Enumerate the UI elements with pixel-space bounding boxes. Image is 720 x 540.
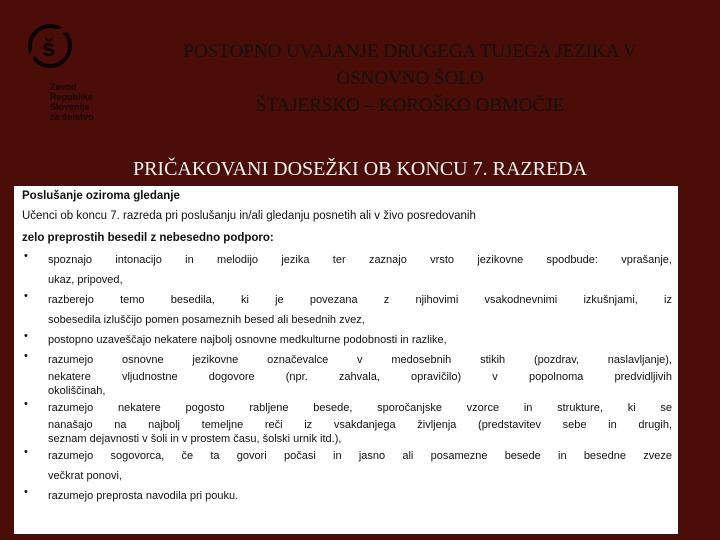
bullet-icon: • bbox=[24, 250, 28, 262]
list-item bbox=[14, 486, 678, 506]
bullet-icon: • bbox=[24, 486, 28, 498]
list-item-line: ukaz, pripoved, bbox=[48, 274, 123, 286]
list-item bbox=[14, 330, 678, 350]
bullet-icon: • bbox=[24, 398, 28, 410]
bullet-icon: • bbox=[24, 290, 28, 302]
institution-logo bbox=[22, 20, 112, 130]
title-line: OSNOVNO ŠOLO bbox=[336, 68, 484, 89]
list-item bbox=[14, 350, 678, 398]
bullet-icon: • bbox=[24, 446, 28, 458]
list-item-line: spoznajo intonacijo in melodijo jezika ter zaznajo vrsto jezikovne spodbude: vprašanje, bbox=[48, 254, 672, 266]
bullet-icon: • bbox=[24, 350, 28, 362]
scanned-document bbox=[14, 186, 678, 534]
svg-text:š: š bbox=[42, 35, 56, 62]
list-item-line: razumejo nekatere pogosto rabljene besede, sporočanjske vzorce in strukture, ki se bbox=[48, 402, 672, 414]
document-intro-bold: zelo preprostih besedil z nebesedno podporo: bbox=[22, 232, 274, 244]
list-item-line: postopno uzaveščajo nekatere najbolj osnovne medkulturne podobnosti in razlike, bbox=[48, 334, 447, 346]
list-item-line: razberejo temo besedila, ki je povezana z njihovimi vsakodnevnimi izkušnjami, iz bbox=[48, 294, 672, 306]
logo-line: Republike bbox=[50, 92, 94, 102]
logo-line: Zavod bbox=[50, 82, 77, 92]
list-item bbox=[14, 398, 678, 446]
list-item-line: okoliščinah, bbox=[48, 385, 106, 397]
logo-emblem-icon bbox=[22, 20, 82, 80]
slide-subtitle: PRIČAKOVANI DOSEŽKI OB KONCU 7. RAZREDA bbox=[132, 158, 588, 180]
list-item-line: razumejo osnovne jezikovne označevalce v medosebnih stikih (pozdrav, naslavljanje), bbox=[48, 354, 672, 366]
outcomes-list bbox=[14, 250, 678, 506]
logo-text bbox=[50, 82, 94, 122]
list-item bbox=[14, 290, 678, 330]
document-heading: Poslušanje oziroma gledanje bbox=[22, 190, 180, 202]
title-line: POSTOPNO UVAJANJE DRUGEGA TUJEGA JEZIKA V bbox=[183, 41, 637, 62]
list-item-line: razumejo sogovorca, če ta govori počasi in jasno ali posamezne besede in besedne zveze bbox=[48, 450, 672, 462]
logo-line: za šolstvo bbox=[50, 112, 94, 122]
list-item-line: nanašajo na najbolj temeljne reči iz vsakdanjega življenja (predstavitev sebe in drugih, bbox=[48, 419, 672, 431]
slide-title bbox=[100, 38, 720, 119]
list-item-line: sobesedila izluščijo pomen posameznih besed ali besednih zvez, bbox=[48, 314, 365, 326]
list-item-line: seznam dejavnosti v šoli in v prostem času, šolski urnik itd.), bbox=[48, 433, 342, 445]
list-item bbox=[14, 250, 678, 290]
document-intro: Učenci ob koncu 7. razreda pri poslušanju in/ali gledanju posnetih ali v živo posredovanih bbox=[22, 210, 476, 222]
logo-line: Slovenije bbox=[50, 102, 90, 112]
list-item bbox=[14, 446, 678, 486]
bullet-icon: • bbox=[24, 330, 28, 342]
title-line: ŠTAJERSKO – KOROŠKO OBMOČJE bbox=[255, 95, 565, 116]
list-item-line: večkrat ponovi, bbox=[48, 470, 122, 482]
list-item-line: nekatere vljudnostne dogovore (npr. zahvala, opravičilo) v popolnoma predvidljivih bbox=[48, 371, 672, 383]
list-item-line: razumejo preprosta navodila pri pouku. bbox=[48, 490, 239, 502]
